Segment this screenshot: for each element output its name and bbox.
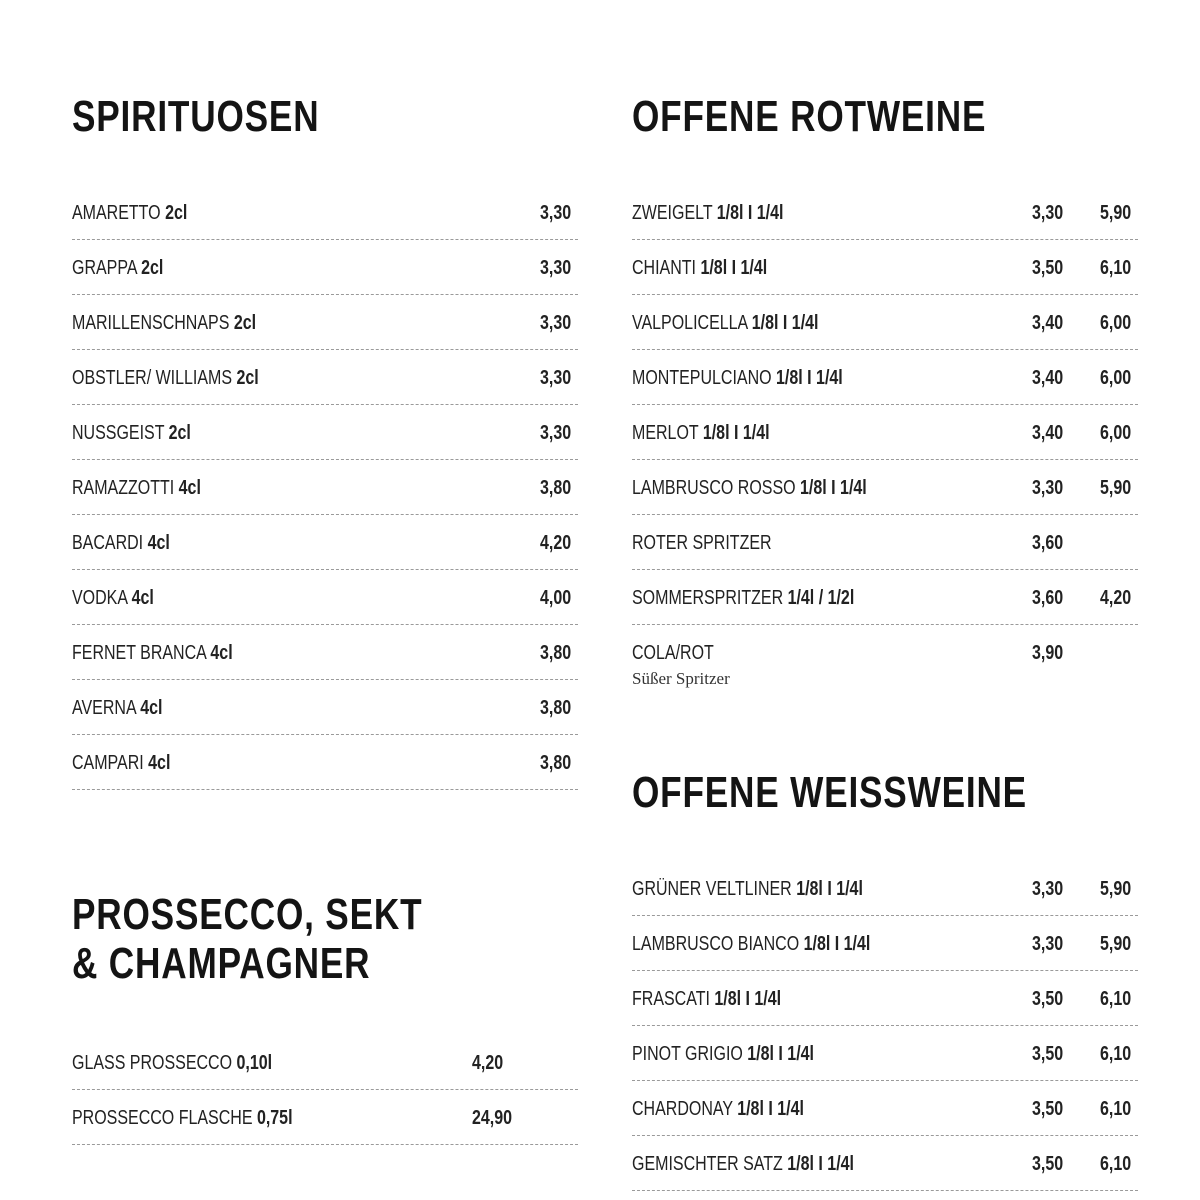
item-price-small: 3,50 <box>1032 988 1064 1010</box>
item-price-large: 5,90 <box>1100 202 1132 224</box>
list-item <box>72 735 578 790</box>
spirituosen-section <box>72 92 578 774</box>
item-price-large: 6,10 <box>1100 1043 1132 1065</box>
item-name: CHARDONAY <box>632 1098 733 1120</box>
item-price-large: 6,10 <box>1100 988 1132 1010</box>
item-name: AMARETTO <box>72 202 161 224</box>
item-name: OBSTLER/ WILLIAMS <box>72 367 233 389</box>
item-price: 3,80 <box>540 697 572 719</box>
item-name: MARILLENSCHNAPS <box>72 312 230 334</box>
item-size: 1/8l I 1/4l <box>716 202 784 224</box>
item-name: BACARDI <box>72 532 144 554</box>
item-name: MONTEPULCIANO <box>632 367 772 389</box>
prosecco-list <box>72 1035 578 1145</box>
item-size: 2cl <box>236 367 259 389</box>
item-price: 24,90 <box>472 1107 513 1129</box>
item-price-small: 3,30 <box>1032 878 1064 900</box>
item-price-small: 3,40 <box>1032 422 1064 444</box>
item-size: 2cl <box>141 257 164 279</box>
item-size: 1/8l I 1/4l <box>751 312 819 334</box>
item-name: GEMISCHTER SATZ <box>632 1153 783 1175</box>
item-name: ROTER SPRITZER <box>632 532 772 554</box>
item-price: 3,80 <box>540 477 572 499</box>
section-title: SPIRITUOSEN <box>72 92 320 141</box>
item-price-large: 6,10 <box>1100 257 1132 279</box>
item-price-large: 6,10 <box>1100 1098 1132 1120</box>
list-item <box>632 570 1138 625</box>
item-price-small: 3,50 <box>1032 257 1064 279</box>
item-size: 1/8l I 1/4l <box>796 878 863 900</box>
list-item <box>632 625 1138 689</box>
item-size: 1/8l I 1/4l <box>737 1098 804 1120</box>
item-price-small: 3,40 <box>1032 367 1064 389</box>
item-size: 4cl <box>178 477 201 499</box>
list-item <box>632 185 1138 240</box>
weissweine-list <box>632 861 1138 1191</box>
list-item <box>72 240 578 295</box>
weissweine-section <box>632 768 1138 1175</box>
list-item <box>632 295 1138 350</box>
list-item <box>632 515 1138 570</box>
item-size: 0,10l <box>236 1052 273 1074</box>
item-name: NUSSGEIST <box>72 422 165 444</box>
item-price-large: 5,90 <box>1100 878 1132 900</box>
rotweine-list <box>632 185 1138 689</box>
item-price-large: 6,10 <box>1100 1153 1132 1175</box>
list-item <box>72 570 578 625</box>
list-item <box>72 1035 578 1090</box>
item-name: AVERNA <box>72 697 136 719</box>
item-size: 4cl <box>147 532 170 554</box>
item-size: 2cl <box>165 202 188 224</box>
list-item <box>72 460 578 515</box>
item-name: LAMBRUSCO ROSSO <box>632 477 796 499</box>
item-price-small: 3,60 <box>1032 587 1064 609</box>
item-price: 3,80 <box>540 752 572 774</box>
item-price-large: 6,00 <box>1100 367 1132 389</box>
list-item <box>72 625 578 680</box>
item-price: 4,20 <box>540 532 572 554</box>
list-item <box>632 405 1138 460</box>
item-size: 1/8l I 1/4l <box>800 477 867 499</box>
item-price-small: 3,60 <box>1032 532 1064 554</box>
item-size: 1/8l I 1/4l <box>787 1153 854 1175</box>
list-item <box>72 350 578 405</box>
item-note: Süßer Spritzer <box>632 669 730 688</box>
list-item <box>632 1081 1138 1136</box>
item-price-large: 5,90 <box>1100 933 1132 955</box>
item-price: 3,30 <box>540 202 572 224</box>
item-name: LAMBRUSCO BIANCO <box>632 933 800 955</box>
item-name: SOMMERSPRITZER <box>632 587 788 609</box>
item-name: COLA/ROT <box>632 642 714 664</box>
item-name: CHIANTI <box>632 257 696 279</box>
item-price: 4,00 <box>540 587 572 609</box>
item-price: 3,30 <box>540 422 572 444</box>
item-size: 1/8l I 1/4l <box>776 367 843 389</box>
item-price-small: 3,30 <box>1032 202 1064 224</box>
item-price: 3,80 <box>540 642 572 664</box>
item-size: 1/8l I 1/4l <box>747 1043 814 1065</box>
list-item <box>72 1090 578 1145</box>
item-price-small: 3,50 <box>1032 1153 1064 1175</box>
section-title-line-1: PROSSECCO, SEKT <box>72 890 423 939</box>
list-item <box>632 916 1138 971</box>
list-item <box>632 861 1138 916</box>
item-price-large: 6,00 <box>1100 422 1132 444</box>
list-item <box>632 1026 1138 1081</box>
item-size: 1/8l I 1/4l <box>803 933 871 955</box>
item-price-small: 3,30 <box>1032 933 1064 955</box>
item-size: 0,75l <box>256 1107 293 1129</box>
section-title: OFFENE ROTWEINE <box>632 92 987 141</box>
item-name: FERNET BRANCA <box>72 642 206 664</box>
item-price-small: 3,40 <box>1032 312 1064 334</box>
item-price-large: 5,90 <box>1100 477 1132 499</box>
item-size: 4cl <box>131 587 154 609</box>
rotweine-section <box>632 92 1138 688</box>
spirituosen-list <box>72 185 578 790</box>
item-name: VALPOLICELLA <box>632 312 748 334</box>
item-size: 1/8l I 1/4l <box>714 988 782 1010</box>
item-price: 3,30 <box>540 367 572 389</box>
item-size: 4cl <box>148 752 171 774</box>
item-size: 2cl <box>168 422 191 444</box>
item-size: 4cl <box>210 642 233 664</box>
item-name: PINOT GRIGIO <box>632 1043 743 1065</box>
list-item <box>72 295 578 350</box>
list-item <box>632 240 1138 295</box>
item-name: CAMPARI <box>72 752 144 774</box>
item-name: RAMAZZOTTI <box>72 477 175 499</box>
item-price-large: 4,20 <box>1100 587 1132 609</box>
prosecco-section <box>72 890 578 1129</box>
list-item <box>72 680 578 735</box>
item-name: PROSSECCO FLASCHE <box>72 1107 253 1129</box>
item-size: 1/8l I 1/4l <box>700 257 768 279</box>
item-size: 4cl <box>140 697 163 719</box>
list-item <box>632 971 1138 1026</box>
item-size: 1/4l / 1/2l <box>787 587 855 609</box>
item-name: GRÜNER VELTLINER <box>632 878 792 900</box>
item-size: 1/8l I 1/4l <box>702 422 770 444</box>
item-price-small: 3,90 <box>1032 642 1064 664</box>
list-item <box>72 405 578 460</box>
item-name: GLASS PROSSECCO <box>72 1052 233 1074</box>
item-price-small: 3,50 <box>1032 1043 1064 1065</box>
list-item <box>632 1136 1138 1191</box>
item-name: ZWEIGELT <box>632 202 713 224</box>
item-price-small: 3,30 <box>1032 477 1064 499</box>
item-price: 3,30 <box>540 257 572 279</box>
section-title: OFFENE WEISSWEINE <box>632 768 1027 817</box>
list-item <box>632 350 1138 405</box>
item-name: MERLOT <box>632 422 699 444</box>
item-price: 4,20 <box>472 1052 504 1074</box>
item-price-large: 6,00 <box>1100 312 1132 334</box>
section-title-line-2: & CHAMPAGNER <box>72 939 371 988</box>
item-name: GRAPPA <box>72 257 137 279</box>
item-size: 2cl <box>233 312 257 334</box>
list-item <box>632 460 1138 515</box>
item-name: VODKA <box>72 587 128 609</box>
item-name: FRASCATI <box>632 988 710 1010</box>
list-item <box>72 515 578 570</box>
item-price: 3,30 <box>540 312 572 334</box>
list-item <box>72 185 578 240</box>
item-price-small: 3,50 <box>1032 1098 1064 1120</box>
